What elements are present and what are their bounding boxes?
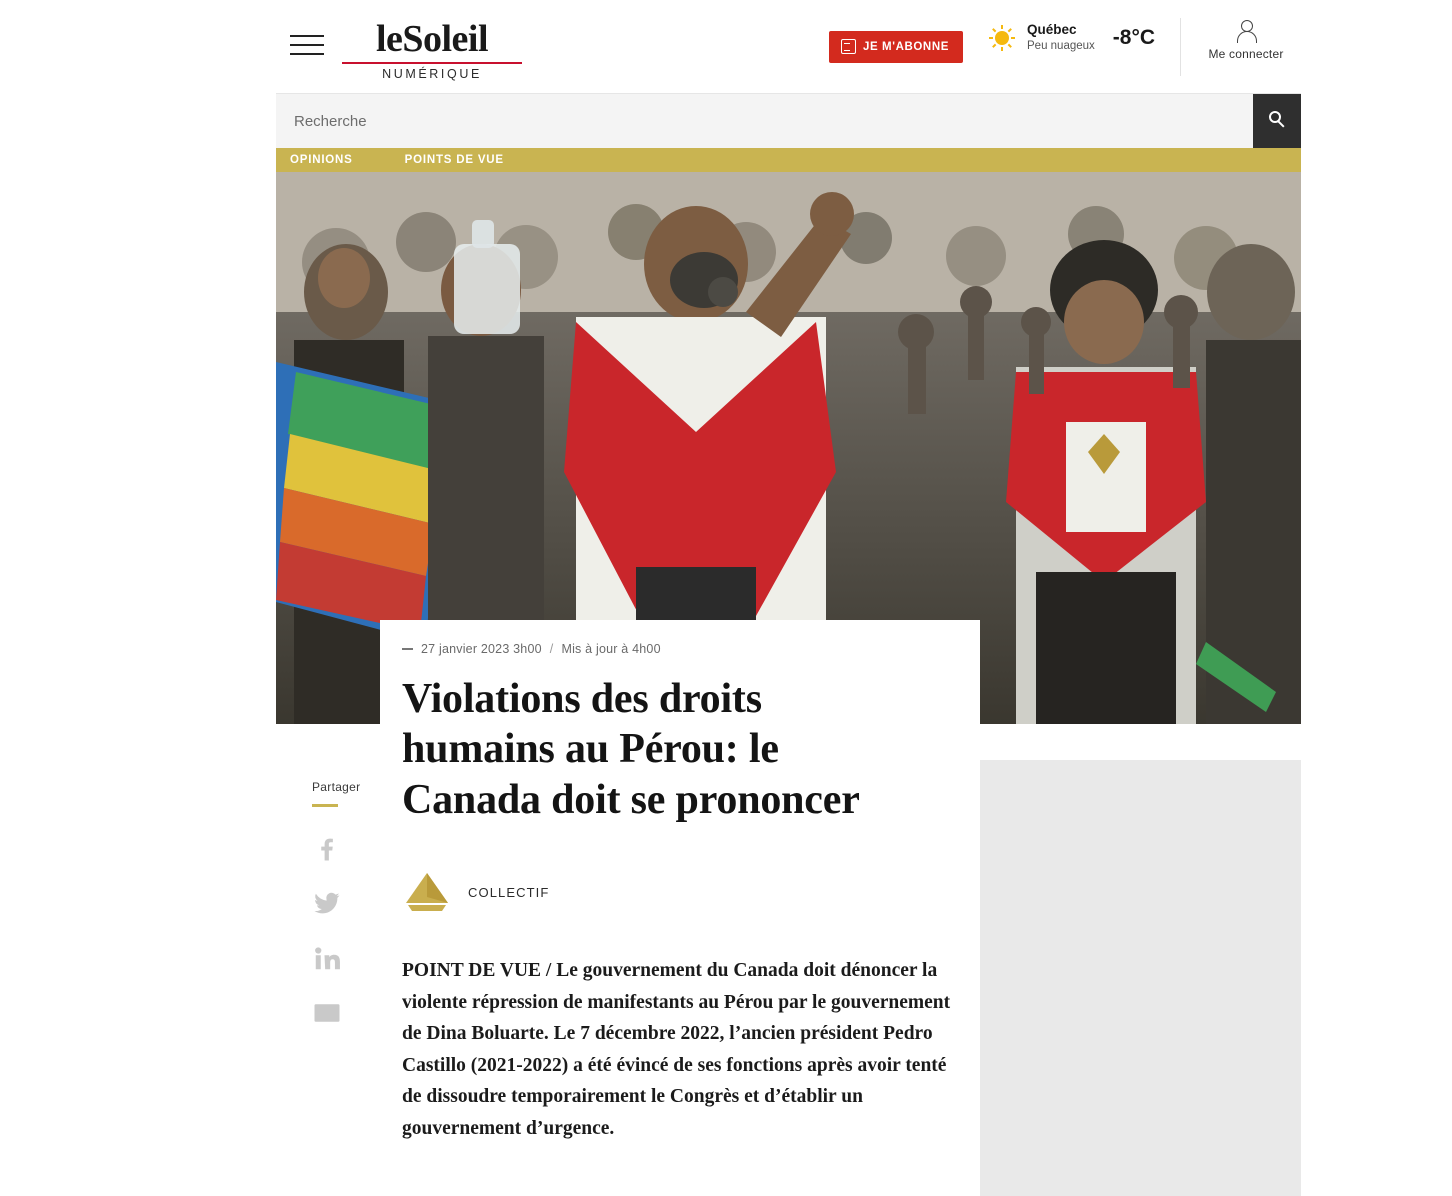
page-title: Violations des droits humains au Pérou: le Canada doit se prononcer <box>402 676 860 823</box>
weather-condition: Peu nuageux <box>1027 39 1095 52</box>
meta-separator: / <box>549 642 554 656</box>
logo-wordmark: leSoleil <box>375 18 489 60</box>
newspaper-icon <box>841 39 856 54</box>
breadcrumb-item-points-de-vue[interactable]: POINTS DE VUE <box>404 154 504 166</box>
search-button[interactable] <box>1253 94 1301 148</box>
article-lede: POINT DE VUE / Le gouvernement du Canada doit dénoncer la violente répression de manifestants au Pérou par le gouvernement de Dina Boluarte. Le 7 décembre 2022, l’ancien président Pedro Castillo (2021-2022) a été évincé de ses fonctions après avoir tenté de dissoudre temporairement le Congrès et d’établir un gouvernement d’urgence. <box>402 960 951 1140</box>
avatar <box>402 867 452 917</box>
weather-city: Québec <box>1027 22 1077 37</box>
search-bar <box>276 94 1301 148</box>
linkedin-icon[interactable] <box>312 943 342 973</box>
search-input[interactable] <box>276 94 1253 148</box>
login-label: Me connecter <box>1208 47 1284 61</box>
right-gutter <box>1301 0 1452 1196</box>
article-meta <box>402 642 980 656</box>
byline <box>402 867 980 917</box>
facebook-icon[interactable] <box>312 833 342 863</box>
subscribe-button[interactable] <box>829 31 963 63</box>
logo-subtitle: NUMÉRIQUE <box>382 67 482 81</box>
login-button[interactable] <box>1196 20 1296 61</box>
search-icon <box>1269 111 1281 123</box>
share-rail <box>312 780 372 1053</box>
weather-widget[interactable] <box>989 22 1155 53</box>
email-icon[interactable] <box>312 998 342 1028</box>
breadcrumb <box>276 148 1301 172</box>
user-icon <box>1236 20 1256 42</box>
left-gutter <box>0 0 276 1196</box>
article-date: 27 janvier 2023 3h00 <box>421 642 542 656</box>
share-label: Partager <box>312 780 361 794</box>
site-header <box>276 0 1301 94</box>
header-divider <box>1180 18 1181 76</box>
breadcrumb-item-opinions[interactable]: OPINIONS <box>290 154 353 166</box>
article-card <box>380 620 980 1145</box>
subscribe-label: JE M'ABONNE <box>863 41 950 53</box>
author-name[interactable]: COLLECTIF <box>468 884 550 900</box>
weather-temperature: -8°C <box>1112 25 1156 49</box>
ad-slot <box>980 760 1301 1196</box>
menu-icon[interactable] <box>290 32 324 58</box>
site-logo[interactable] <box>342 20 522 81</box>
meta-dash-icon <box>402 648 413 650</box>
article-updated: Mis à jour à 4h00 <box>561 642 661 656</box>
logo-rule <box>342 62 522 64</box>
twitter-icon[interactable] <box>312 888 342 918</box>
sun-icon <box>989 25 1015 51</box>
share-rule <box>312 804 338 807</box>
